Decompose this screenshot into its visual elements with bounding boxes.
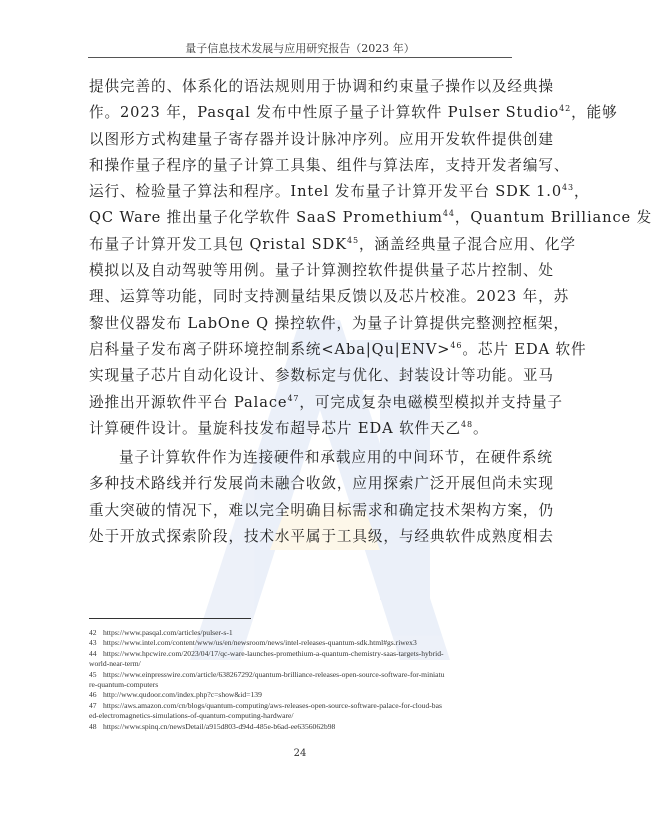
footnotes — [89, 628, 519, 732]
footnote-link[interactable]: https://www.spinq.cn/newsDetail/a915d803-d94d-485e-b6ad-ee6356062b98 — [103, 721, 336, 731]
text-line: 运行、检验量子算法和程序。Intel 发布量子计算开发平台 SDK $1.0^{43}$， — [89, 183, 590, 201]
text-line: 启科量子发布离子阱环境控制系统<Aba|Qu|ENV>$^{46}$。芯片 EDA 软件 — [89, 340, 587, 358]
paragraph-1 — [89, 74, 652, 442]
footnote-ref: 48 — [461, 419, 474, 429]
footnote-link[interactable]: https://www.einpresswire.com/article/638267292/quantum-brilliance-releases-open-source-software-for-miniatu — [103, 669, 445, 679]
text-line: QC Ware 推出量子化学软件 SaaS Promethium$^{44}$，Quantum Brilliance 发 — [89, 209, 652, 227]
footnote: 48 https://www.spinq.cn/newsDetail/a915d803-d94d-485e-b6ad-ee6356062b98 — [89, 721, 336, 731]
footnote: 42 https://www.pasqal.com/articles/pulser-s-1 — [89, 628, 233, 637]
footnote-ref: 42 — [559, 104, 572, 114]
paragraph-2 — [89, 445, 554, 550]
footnote-ref: 47 — [287, 393, 300, 403]
footnote: 45 https://www.einpresswire.com/article/638267292/quantum-brilliance-releases-open-source-software-for-miniatu — [89, 669, 445, 679]
running-header: 量子信息技术发展与应用研究报告（2023 年） — [185, 42, 415, 55]
text-line: 实现量子芯片自动化设计、参数标定与优化、封装设计等功能。亚马 — [89, 367, 554, 385]
footnote-link[interactable]: https://www.intel.com/content/www/us/en/newsroom/news/intel-releases-quantum-sdk.html#gs.riwex3 — [103, 638, 417, 648]
text-line: 计算硬件设计。量旋科技发布超导芯片 EDA 软件天乙$^{48}$。 — [89, 419, 489, 437]
footnote-ref: 46 — [450, 340, 463, 350]
footnote-link[interactable]: https://aws.amazon.com/cn/blogs/quantum-computing/aws-releases-open-source-software-palace-for-cloud-bas — [103, 700, 442, 710]
text-line: 提供完善的、体系化的语法规则用于协调和约束量子操作以及经典操 — [89, 78, 554, 95]
text-line: 处于开放式探索阶段，技术水平属于工具级，与经典软件成熟度相去 — [89, 528, 554, 546]
text-line: 逊推出开源软件平台 Palace$^{47}$，可完成复杂电磁模型模拟并支持量子 — [89, 393, 563, 411]
footnote-continuation[interactable]: re-quantum-computers — [89, 680, 159, 690]
footnote-ref: 45 — [346, 235, 359, 245]
text-line: 重大突破的情况下，难以完全明确目标需求和确定技术架构方案，仍 — [89, 501, 554, 519]
text-line: 和操作量子程序的量子计算工具集、组件与算法库，支持开发者编写、 — [89, 156, 570, 174]
text-line: 以图形方式构建量子寄存器并设计脉冲序列。应用开发软件提供创建 — [89, 130, 554, 148]
text-line: 模拟以及自动驾驶等用例。量子计算测控软件提供量子芯片控制、处 — [89, 262, 554, 280]
header-rule — [88, 57, 512, 58]
footnote-continuation[interactable]: ed-electromagnetics-simulations-of-quantum-computing-hardware/ — [89, 711, 294, 721]
page-number: 24 — [293, 748, 307, 759]
text-line: 黎世仪器发布 LabOne Q 操控软件，为量子计算提供完整测控框架， — [89, 314, 569, 332]
footnote-link[interactable]: http://www.qudoor.com/index.php?c=show&id=139 — [103, 690, 262, 700]
footnote: 44 https://www.hpcwire.com/2023/04/17/qc-ware-launches-promethium-a-quantum-chemistry-saas-targets-hybrid- — [89, 648, 444, 658]
footnote-link[interactable]: https://www.hpcwire.com/2023/04/17/qc-ware-launches-promethium-a-quantum-chemistry-saas-targets-hybrid- — [103, 648, 444, 658]
text-line: 多种技术路线并行发展尚未融合收敛，应用探索广泛开展但尚未实现 — [89, 475, 554, 493]
body-text — [89, 74, 652, 550]
footnote: 47 https://aws.amazon.com/cn/blogs/quantum-computing/aws-releases-open-source-software-palace-for-cloud-bas — [89, 700, 442, 710]
footnote-ref: 44 — [442, 209, 455, 219]
footnote: 43 https://www.intel.com/content/www/us/en/newsroom/news/intel-releases-quantum-sdk.html#gs.riwex3 — [89, 638, 417, 648]
footnote-continuation[interactable]: world-near-term/ — [89, 659, 141, 669]
text-line: 布量子计算开发工具包 Qristal SDK$^{45}$，涵盖经典量子混合应用、化学 — [89, 235, 576, 253]
text-line: 量子计算软件作为连接硬件和承载应用的中间环节，在硬件系统 — [119, 449, 553, 467]
footnote-rule — [89, 618, 251, 619]
footnote-link[interactable]: https://www.pasqal.com/articles/pulser-s-1 — [103, 628, 233, 637]
text-line: 作。2023 年，Pasqal 发布中性原子量子计算软件 Pulser Studio$^{42}$，能够 — [89, 104, 618, 122]
text-line: 理、运算等功能，同时支持测量结果反馈以及芯片校准。2023 年，苏 — [89, 288, 570, 306]
footnote-ref: 43 — [562, 183, 575, 193]
footnote: 46 http://www.qudoor.com/index.php?c=show&id=139 — [89, 690, 262, 700]
